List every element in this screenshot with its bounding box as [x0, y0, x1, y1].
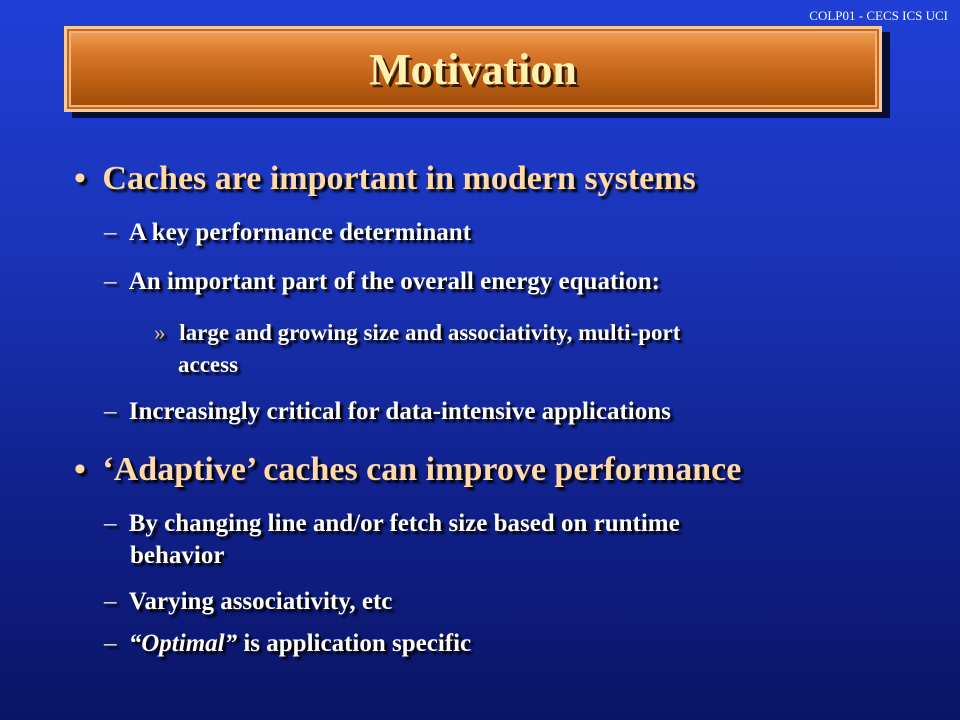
- bullet-level2: [104, 268, 660, 296]
- dash-icon: –: [104, 219, 117, 246]
- bullet-text: behavior: [130, 542, 225, 569]
- bullet-level2: [104, 630, 471, 658]
- dash-icon: –: [104, 630, 117, 657]
- bullet-level2: [104, 510, 680, 538]
- raquo-icon: »: [154, 320, 166, 345]
- dash-icon: –: [104, 398, 117, 425]
- bullet-level2-continuation: [130, 542, 224, 570]
- dash-icon: –: [104, 268, 117, 295]
- bullet-level2: [104, 588, 392, 616]
- bullet-icon: •: [74, 451, 86, 488]
- bullet-level3: [154, 320, 680, 346]
- slide-header-tag: COLP01 - CECS ICS UCI: [809, 8, 948, 23]
- bullet-text: ‘Adaptive’ caches can improve performance: [102, 451, 742, 488]
- bullet-level3-continuation: [178, 352, 238, 378]
- slide-title: Motivation: [369, 44, 577, 94]
- bullet-text: Increasingly critical for data-intensive applications: [128, 398, 671, 425]
- bullet-text: A key performance determinant: [128, 219, 472, 246]
- bullet-text: Caches are important in modern systems: [102, 160, 696, 197]
- bullet-text: An important part of the overall energy equation:: [128, 268, 660, 295]
- bullet-icon: •: [74, 160, 86, 197]
- bullet-level2: [104, 219, 471, 247]
- bullet-level1: [74, 451, 741, 489]
- bullet-text-emphasis: “Optimal”: [128, 630, 238, 657]
- dash-icon: –: [104, 510, 117, 537]
- bullet-text: is application specific: [237, 630, 472, 657]
- bullet-text: access: [178, 352, 239, 377]
- dash-icon: –: [104, 588, 117, 615]
- bullet-level1: [74, 160, 696, 198]
- bullet-level2: [104, 398, 671, 426]
- bullet-text: Varying associativity, etc: [128, 588, 393, 615]
- bullet-text: large and growing size and associativity, multi-port: [179, 320, 681, 345]
- bullet-text: By changing line and/or fetch size based on runtime: [128, 510, 680, 537]
